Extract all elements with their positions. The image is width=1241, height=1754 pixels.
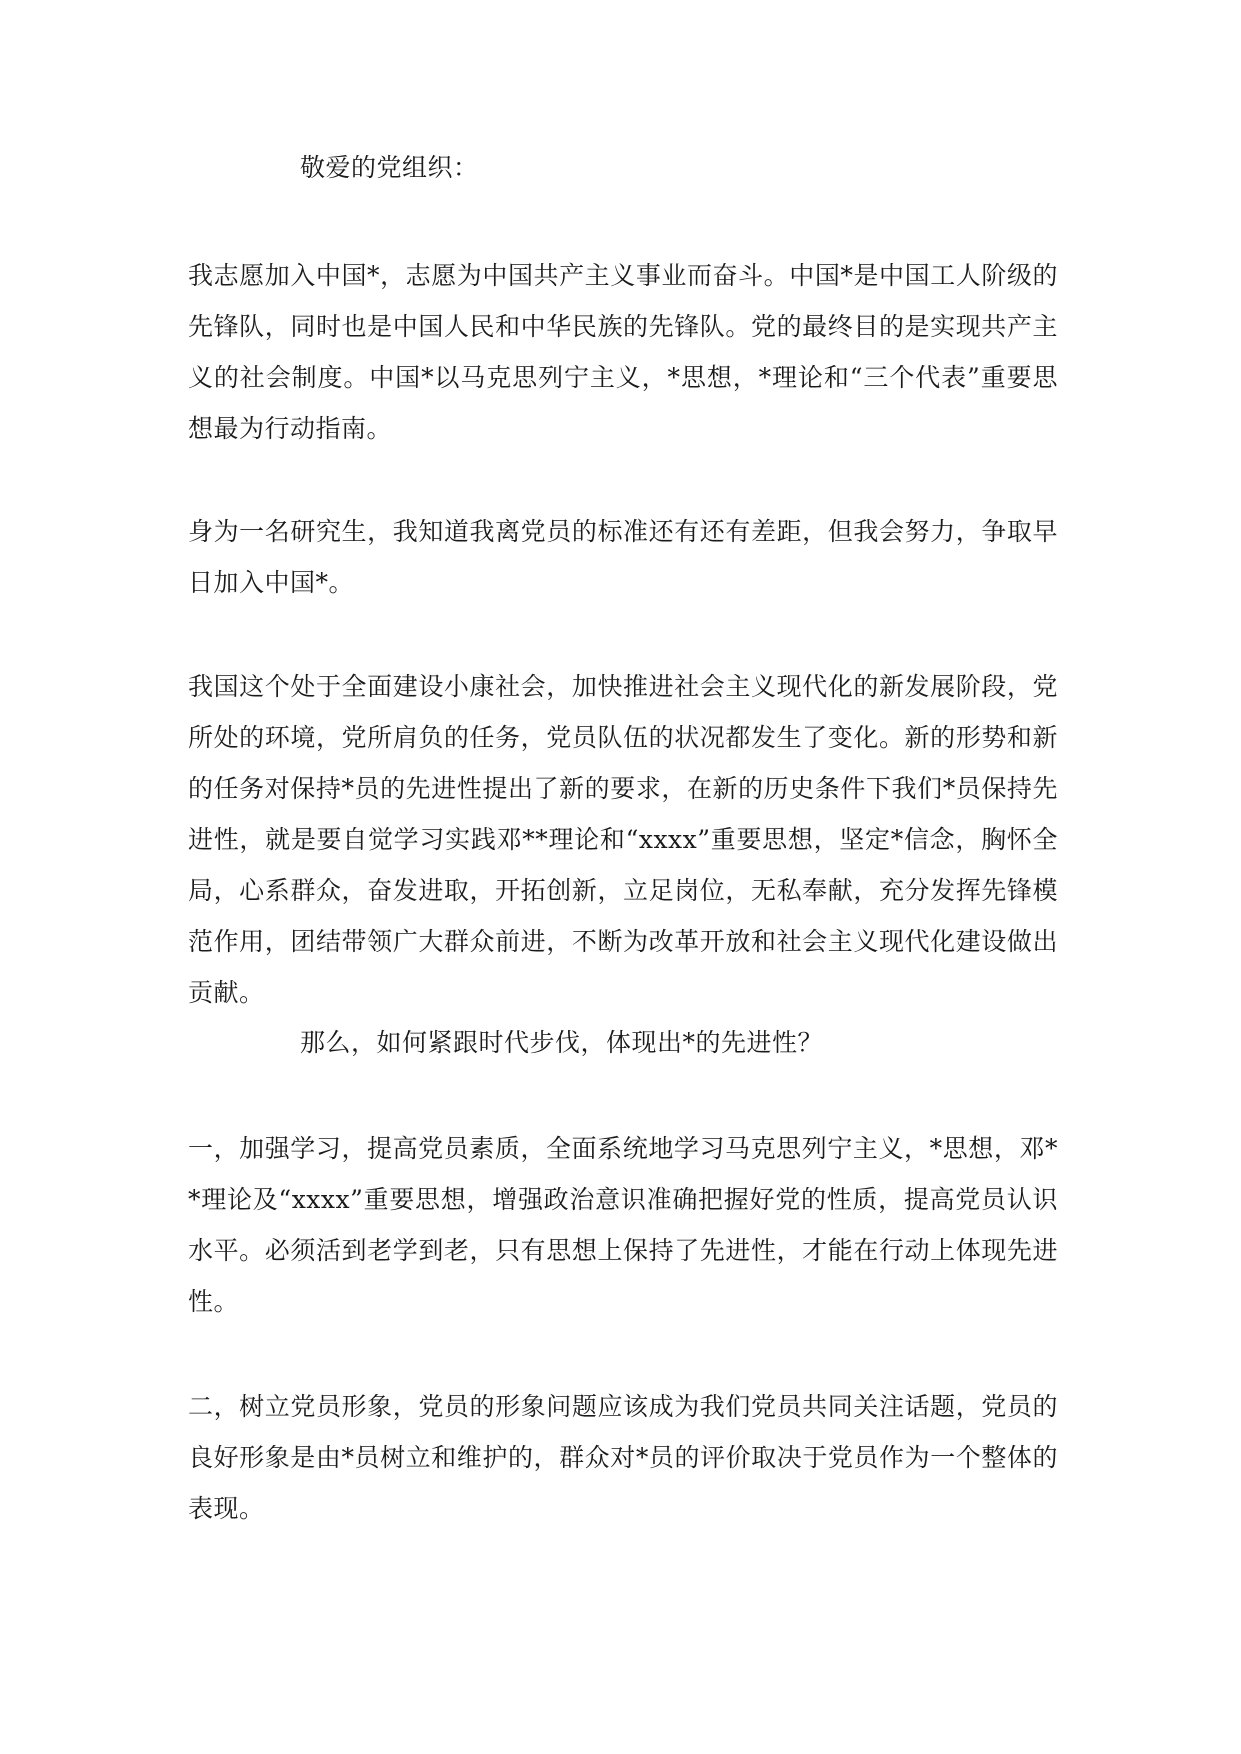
paragraph-point-two: 二，树立党员形象，党员的形象问题应该成为我们党员共同关注话题，党员的良好形象是由*员树立和维护的，群众对*员的评价取决于党员作为一个整体的表现。	[188, 1392, 1058, 1523]
salutation: 敬爱的党组织：	[300, 153, 479, 182]
paragraph-question: 那么，如何紧跟时代步伐，体现出*的先进性？	[300, 1028, 824, 1057]
paragraph-point-one: 一，加强学习，提高党员素质，全面系统地学习马克思列宁主义，*思想，邓**理论及“xxxx”重要思想，增强政治意识准确把握好党的性质，提高党员认识水平。必须活到老学到老，只有思想上保持了先进性，才能在行动上体现先进性。	[188, 1134, 1058, 1316]
paragraph-intent: 我志愿加入中国*，志愿为中国共产主义事业而奋斗。中国*是中国工人阶级的先锋队，同时也是中国人民和中华民族的先锋队。党的最终目的是实现共产主义的社会制度。中国*以马克思列宁主义，*思想，*理论和“三个代表”重要思想最为行动指南。	[188, 261, 1058, 443]
paragraph-self-assessment: 身为一名研究生，我知道我离党员的标准还有还有差距，但我会努力，争取早日加入中国*。	[188, 517, 1058, 597]
paragraph-context: 我国这个处于全面建设小康社会，加快推进社会主义现代化的新发展阶段，党所处的环境，党所肩负的任务，党员队伍的状况都发生了变化。新的形势和新的任务对保持*员的先进性提出了新的要求，在新的历史条件下我们*员保持先进性，就是要自觉学习实践邓**理论和“xxxx”重要思想，坚定*信念，胸怀全局，心系群众，奋发进取，开拓创新，立足岗位，无私奉献，充分发挥先锋模范作用，团结带领广大群众前进，不断为改革开放和社会主义现代化建设做出贡献。	[188, 672, 1058, 1007]
